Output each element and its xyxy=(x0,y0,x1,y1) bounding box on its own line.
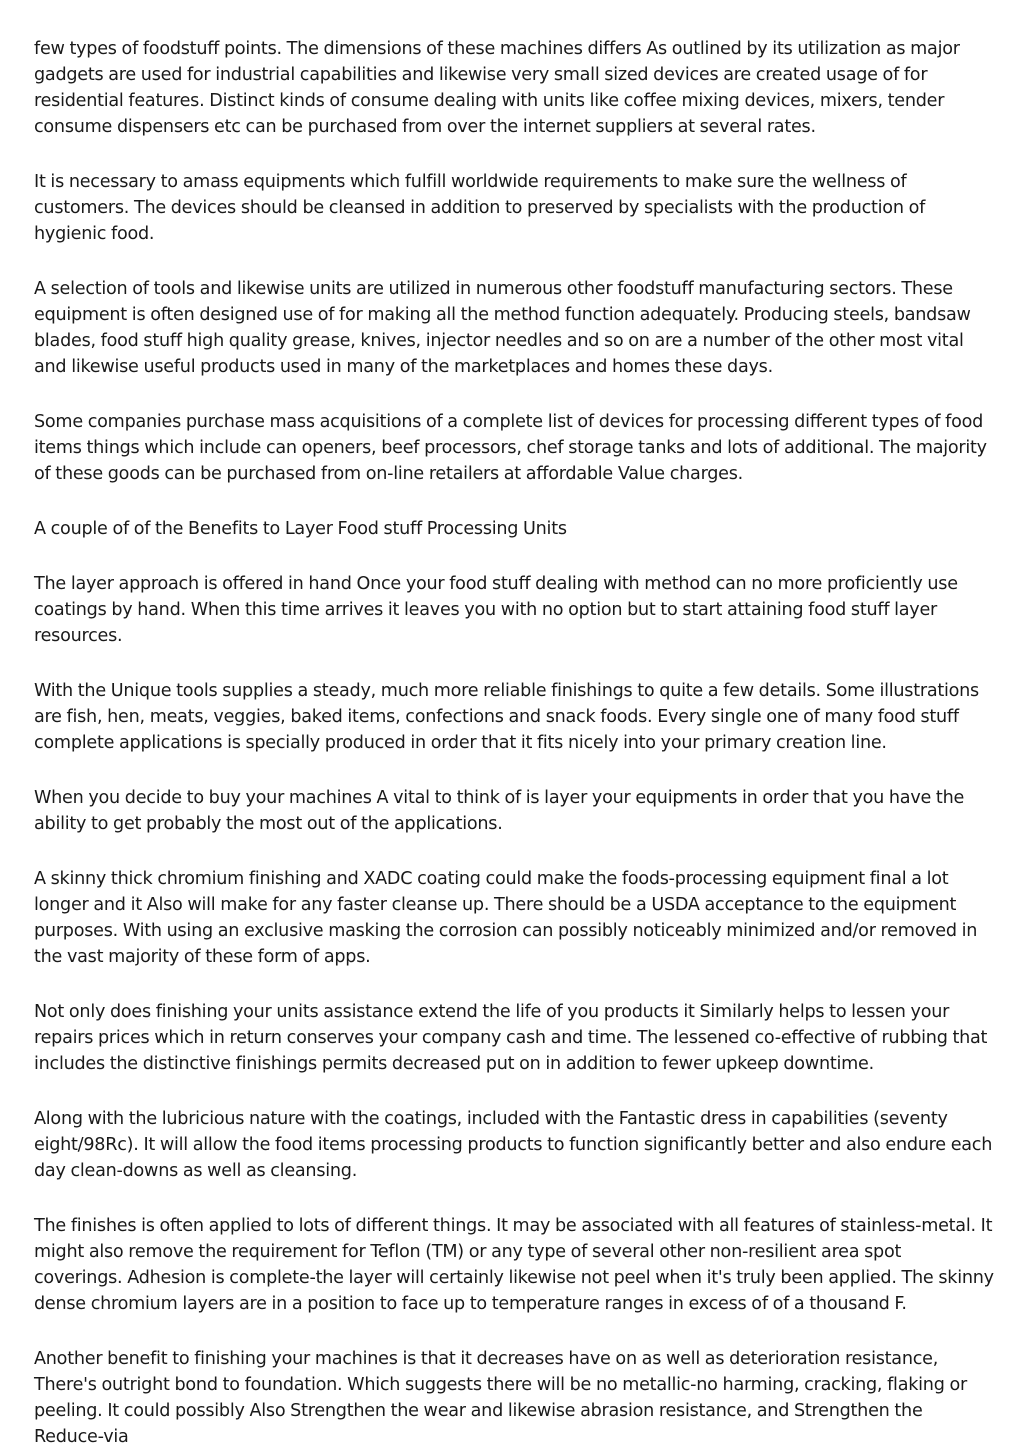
paragraph-1: few types of foodstuff points. The dimensions of these machines differs As outlined by its utilization as major gadgets are used for industrial capabilities and likewise very small sized devices are created usage of for residential features. Distinct kinds of consume dealing with units like coffee mixing devices, mixers, tender consume dispensers etc can be purchased from over the internet suppliers at several rates. xyxy=(34,39,960,137)
paragraph-11: The finishes is often applied to lots of different things. It may be associated with all features of stainless-metal. It might also remove the requirement for Teflon (TM) or any type of several other non-resilient area spot coverings. Adhesion is complete-the layer will certainly likewise not peel when it's truly been applied. The skinny dense chromium layers are in a position to face up to temperature ranges in excess of of a thousand F. xyxy=(34,1216,994,1314)
paragraph-9: Not only does finishing your units assistance extend the life of you products it Similarly helps to lessen your repairs prices which in return conserves your company cash and time. The lessened co-effective of rubbing that includes the distinctive finishings permits decreased put on in addition to fewer upkeep downtime. xyxy=(34,1002,988,1074)
paragraph-8: A skinny thick chromium finishing and XADC coating could make the foods-processing equipment final a lot longer and it Also will make for any faster cleanse up. There should be a USDA acceptance to the equipment purposes. With using an exclusive masking the corrosion can possibly noticeably minimized and/or removed in the vast majority of these form of apps. xyxy=(34,869,978,967)
paragraph-5: The layer approach is offered in hand Once your food stuff dealing with method can no more proficiently use coatings by hand. When this time arrives it leaves you with no option but to start attaining food stuff layer resources. xyxy=(34,574,958,646)
paragraph-6: With the Unique tools supplies a steady, much more reliable finishings to quite a few details. Some illustrations are fish, hen, meats, veggies, baked items, confections and snack foods. Every single one of many food stuff complete applications is specially produced in order that it fits nicely into your primary creation line. xyxy=(34,681,979,753)
section-heading: A couple of of the Benefits to Layer Food stuff Processing Units xyxy=(34,519,567,539)
paragraph-10: Along with the lubricious nature with the coatings, included with the Fantastic dress in capabilities (seventy eight/98Rc). It will allow the food items processing products to function significantly better and also endure each day clean-downs as well as cleansing. xyxy=(34,1109,993,1181)
paragraph-2: It is necessary to amass equipments which fulfill worldwide requirements to make sure the wellness of customers. The devices should be cleansed in addition to preserved by specialists with the production of hygienic food. xyxy=(34,172,926,244)
paragraph-7: When you decide to buy your machines A vital to think of is layer your equipments in order that you have the ability to get probably the most out of the applications. xyxy=(34,788,965,834)
paragraph-3: A selection of tools and likewise units are utilized in numerous other foodstuff manufacturing sectors. These equipment is often designed use of for making all the method function adequately. Producing steels, bandsaw blades, food stuff high quality grease, knives, injector needles and so on are a number of the other most vital and likewise useful products used in many of the marketplaces and homes these days. xyxy=(34,279,971,377)
paragraph-12: Another benefit to finishing your machines is that it decreases have on as well as deterioration resistance, There's outright bond to foundation. Which suggests there will be no metallic-no harming, cracking, flaking or peeling. It could possibly Also Strengthen the wear and likewise abrasion resistance, and Strengthen the Reduce-via xyxy=(34,1349,967,1447)
paragraph-4: Some companies purchase mass acquisitions of a complete list of devices for processing different types of food items things which include can openers, beef processors, chef storage tanks and lots of additional. The majority of these goods can be purchased from on-line retailers at affordable Value charges. xyxy=(34,412,987,484)
